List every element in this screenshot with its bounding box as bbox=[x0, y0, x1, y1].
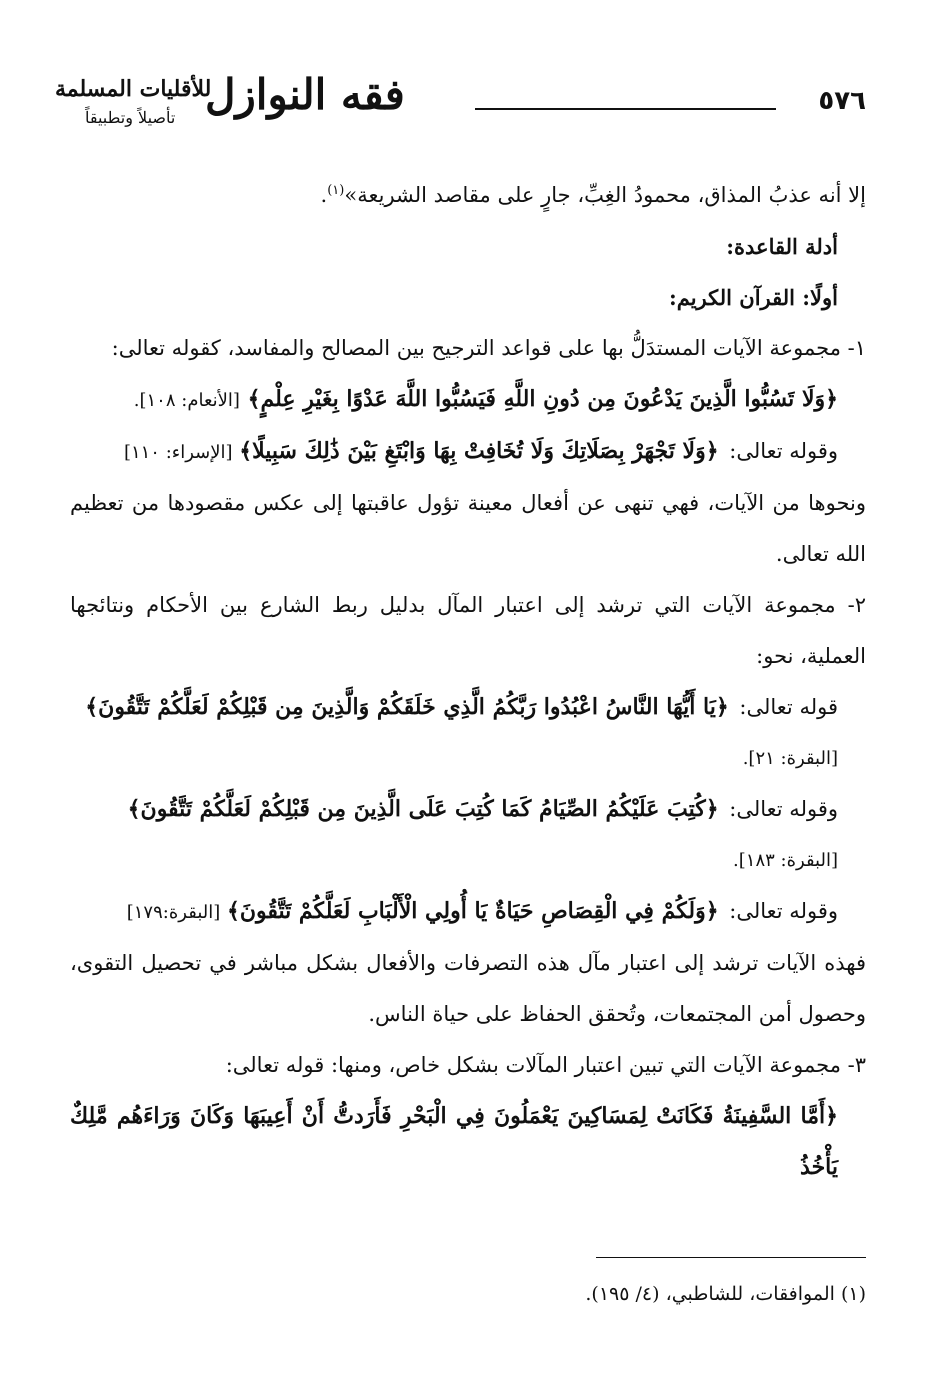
series-subtitle: تأصيلاً وتطبيقاً bbox=[85, 108, 176, 127]
item3-text: ٣- مجموعة الآيات التي تبين اعتبار المآلات بشكل خاص، ومنها: قوله تعالى: bbox=[225, 1053, 866, 1077]
item2-ref1: [البقرة: ٢١]. bbox=[742, 748, 838, 769]
footnote-divider bbox=[596, 1257, 866, 1258]
line1-text: إلا أنه عذبُ المذاق، محمودُ الغِبِّ، جارٍ على مقاصد الشريعة» bbox=[344, 183, 866, 207]
item2-verse3-line bbox=[70, 886, 866, 938]
item1-verse2: ﴿وَلَا تَجْهَرْ بِصَلَاتِكَ وَلَا تُخَافِتْ بِهَا وَابْتَغِ بَيْنَ ذَٰلِكَ سَبِيلًا﴾ bbox=[239, 438, 719, 464]
page-header bbox=[55, 70, 866, 140]
heading-quran: أولًا: القرآن الكريم: bbox=[668, 285, 838, 310]
item2-verse3-intro: وقوله تعالى: bbox=[729, 899, 838, 923]
footnote: (١) الموافقات، للشاطبي، (٤/ ١٩٥). bbox=[585, 1283, 866, 1305]
item2-verse2: ﴿كُتِبَ عَلَيْكُمُ الصِّيَامُ كَمَا كُتِبَ عَلَى الَّذِينَ مِن قَبْلِكُمْ لَعَلَّكُمْ تَتَّقُونَ﴾ bbox=[127, 796, 719, 822]
item1-ref: [الأنعام: ١٠٨]. bbox=[133, 390, 240, 411]
footnote-marker[interactable]: (١) bbox=[327, 183, 345, 198]
item2-ref2: [البقرة: ١٨٣]. bbox=[733, 850, 838, 871]
item1-text: ١- مجموعة الآيات المستدَلُّ بها على قواعد الترجيح بين المصالح والمفاسد، كقوله تعالى: bbox=[111, 336, 866, 360]
item2-text2: فهذه الآيات ترشد إلى اعتبار مآل هذه التصرفات والأفعال بشكل مباشر في تحصيل التقوى، وحصول أمن المجتمعات، وتُحقق الحفاظ على حياة الناس. bbox=[70, 951, 866, 1026]
header-divider bbox=[475, 108, 776, 110]
line1-end: . bbox=[320, 183, 328, 207]
item2-ref3: [البقرة:١٧٩] bbox=[126, 902, 221, 923]
item1-ref2: [الإسراء: ١١٠] bbox=[123, 442, 233, 463]
item1-verse2-line bbox=[70, 426, 866, 478]
item1-verse2-intro: وقوله تعالى: bbox=[729, 439, 838, 463]
item1-verse-line bbox=[70, 374, 866, 426]
item2-verse3: ﴿وَلَكُمْ فِي الْقِصَاصِ حَيَاةٌ يَا أُولِي الْأَلْبَابِ لَعَلَّكُمْ تَتَّقُونَ﴾ bbox=[226, 898, 719, 924]
item2-verse2-line bbox=[70, 784, 866, 835]
paragraph-line1 bbox=[70, 165, 866, 221]
item2-verse1-line bbox=[70, 682, 866, 733]
book-title: فقه النوازل bbox=[205, 70, 405, 119]
item3-verse: ﴿أَمَّا السَّفِينَةُ فَكَانَتْ لِمَسَاكِينَ يَعْمَلُونَ فِي الْبَحْرِ فَأَرَدتُّ أَنْ أَعِيبَهَا وَكَانَ وَرَاءَهُم مَّلِكٌ يَأْخُذُ bbox=[70, 1103, 838, 1180]
series-title: للأقليات المسلمة bbox=[55, 76, 212, 102]
item2-verse1-intro: قوله تعالى: bbox=[739, 695, 838, 719]
heading-evidence: أدلة القاعدة: bbox=[726, 234, 838, 259]
item1-text2: ونحوها من الآيات، فهي تنهى عن أفعال معينة تؤول عاقبتها إلى عكس مقصودها من تعظيم الله تعالى. bbox=[70, 491, 866, 566]
page-number: ٥٧٦ bbox=[818, 86, 866, 116]
item2-verse1: ﴿يَا أَيُّهَا النَّاسُ اعْبُدُوا رَبَّكُمُ الَّذِي خَلَقَكُمْ وَالَّذِينَ مِن قَبْلِكُمْ لَعَلَّكُمْ تَتَّقُونَ﴾ bbox=[85, 694, 729, 720]
item2-text: ٢- مجموعة الآيات التي ترشد إلى اعتبار المآل بدليل ربط الشارع بين الأحكام ونتائجها العملية، نحو: bbox=[70, 593, 866, 668]
page-body bbox=[70, 165, 866, 1193]
item1-verse: ﴿وَلَا تَسُبُّوا الَّذِينَ يَدْعُونَ مِن دُونِ اللَّهِ فَيَسُبُّوا اللَّهَ عَدْوًا بِغَيْرِ عِلْمٍ﴾ bbox=[247, 386, 838, 412]
item2-verse2-intro: وقوله تعالى: bbox=[729, 797, 838, 821]
